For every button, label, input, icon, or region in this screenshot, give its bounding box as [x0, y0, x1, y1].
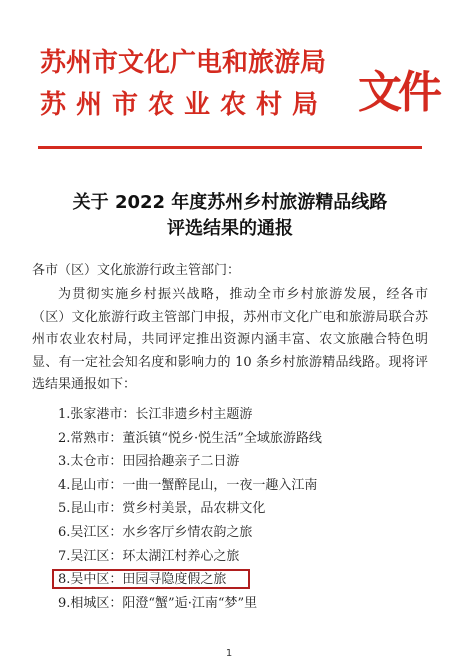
body-paragraph: 为贯彻实施乡村振兴战略，推动全市乡村旅游发展，经各市（区）文化旅游行政主管部门申报，苏州市文化广电和旅游局联合苏州市农业农村局，共同评定推出资源内涵丰富、农文旅融合特色明显、有一定社会知名度和影响力的 10 条乡村旅游精品线路。现将评选结果通报如下： [32, 287, 428, 393]
route-list [58, 403, 428, 615]
list-item: 2.常熟市：董浜镇“悦乡·悦生活”全域旅游路线 [58, 430, 322, 446]
list-item: 5.昆山市：赏乡村美景，品农耕文化 [58, 501, 266, 517]
salutation: 各市（区）文化旅游行政主管部门： [32, 263, 241, 278]
page-number: 1 [225, 648, 233, 659]
list-item: 4.昆山市：一曲一蟹醉昆山，一夜一趣入江南 [58, 477, 318, 493]
issuing-org-culture-tourism: 苏州市文化广电和旅游局 [40, 48, 327, 78]
list-item: 3.太仓市：田园拾趣亲子二日游 [58, 454, 240, 470]
header-divider [38, 146, 422, 149]
list-item: 6.吴江区：水乡客厅乡情农韵之旅 [58, 524, 253, 540]
issuing-org-agriculture: 苏州市农业农村局 [40, 90, 329, 120]
document-title-line-1: 关于 2022 年度苏州乡村旅游精品线路 [72, 192, 388, 213]
document-title-line-2: 评选结果的通报 [167, 218, 293, 239]
list-item: 7.吴江区：环太湖江村养心之旅 [58, 548, 240, 564]
list-item: 9.相城区：阳澄“蟹”逅·江南“梦”里 [58, 595, 258, 611]
list-item-highlighted: 8.吴中区：田园寻隐度假之旅 [58, 568, 428, 592]
document-label: 文件 [358, 67, 438, 118]
document-header [40, 42, 438, 120]
list-item: 1.张家港市：长江非遗乡村主题游 [58, 407, 253, 422]
